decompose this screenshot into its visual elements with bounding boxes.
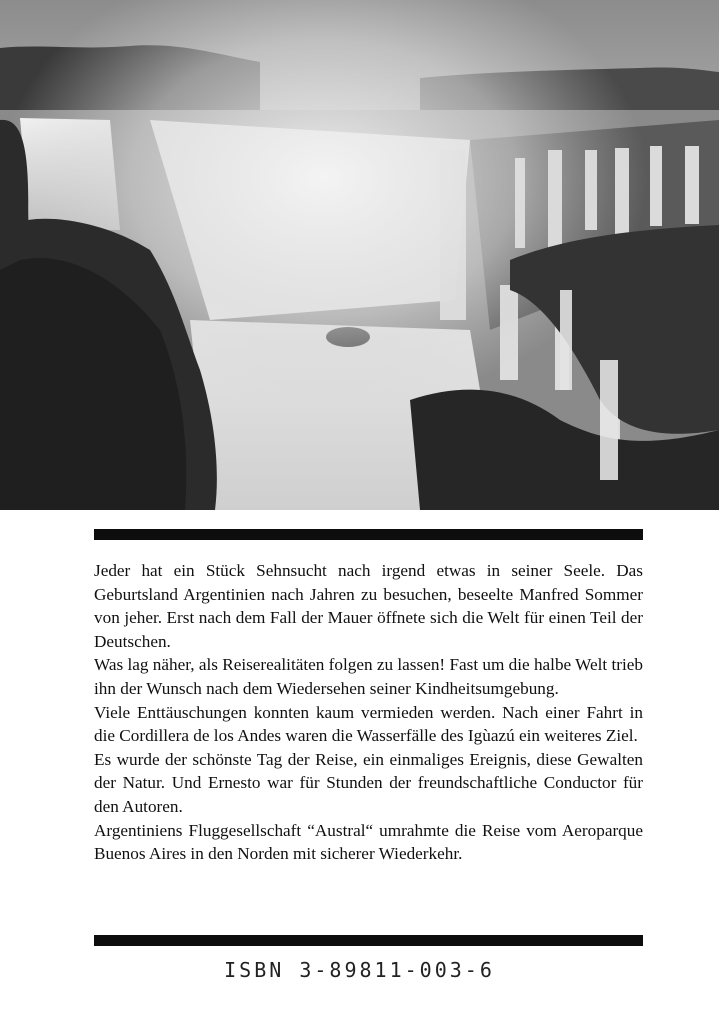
paragraph-3: Viele Enttäuschungen konnten kaum vermieden werden. Nach einer Fahrt in die Cordillera de los Andes waren die Wasserfälle des Igùazú ein weiteres Ziel.: [94, 702, 643, 746]
paragraph-1: Jeder hat ein Stück Sehnsucht nach irgend etwas in seiner Seele. Das Geburtsland Argentinien nach Jahren zu besuchen, beseelte Manfred Sommer von jeher. Erst nach dem Fall der Mauer öffnete sich die Welt für einen Teil der Deutschen.: [94, 561, 643, 651]
paragraph-5: Argentiniens Fluggesellschaft “Austral“ umrahmte die Reise vom Aeroparque Buenos Aires in den Norden mit sicherer Wiederkehr.: [94, 820, 643, 864]
isbn-number: ISBN 3-89811-003-6: [224, 958, 495, 982]
paragraph-2: Was lag näher, als Reiserealitäten folgen zu lassen! Fast um die halbe Welt trieb ihn der Wunsch nach dem Wiedersehen seiner Kindheitsumgebung.: [94, 655, 643, 698]
back-cover-text: [94, 559, 643, 866]
bottom-rule: [94, 935, 643, 946]
paragraph-4: Es wurde der schönste Tag der Reise, ein einmaliges Ereignis, diese Gewalten der Natur. Und Ernesto war für Stunden der freundschaftliche Conductor für den Autoren.: [94, 749, 643, 816]
top-rule: [94, 529, 643, 540]
